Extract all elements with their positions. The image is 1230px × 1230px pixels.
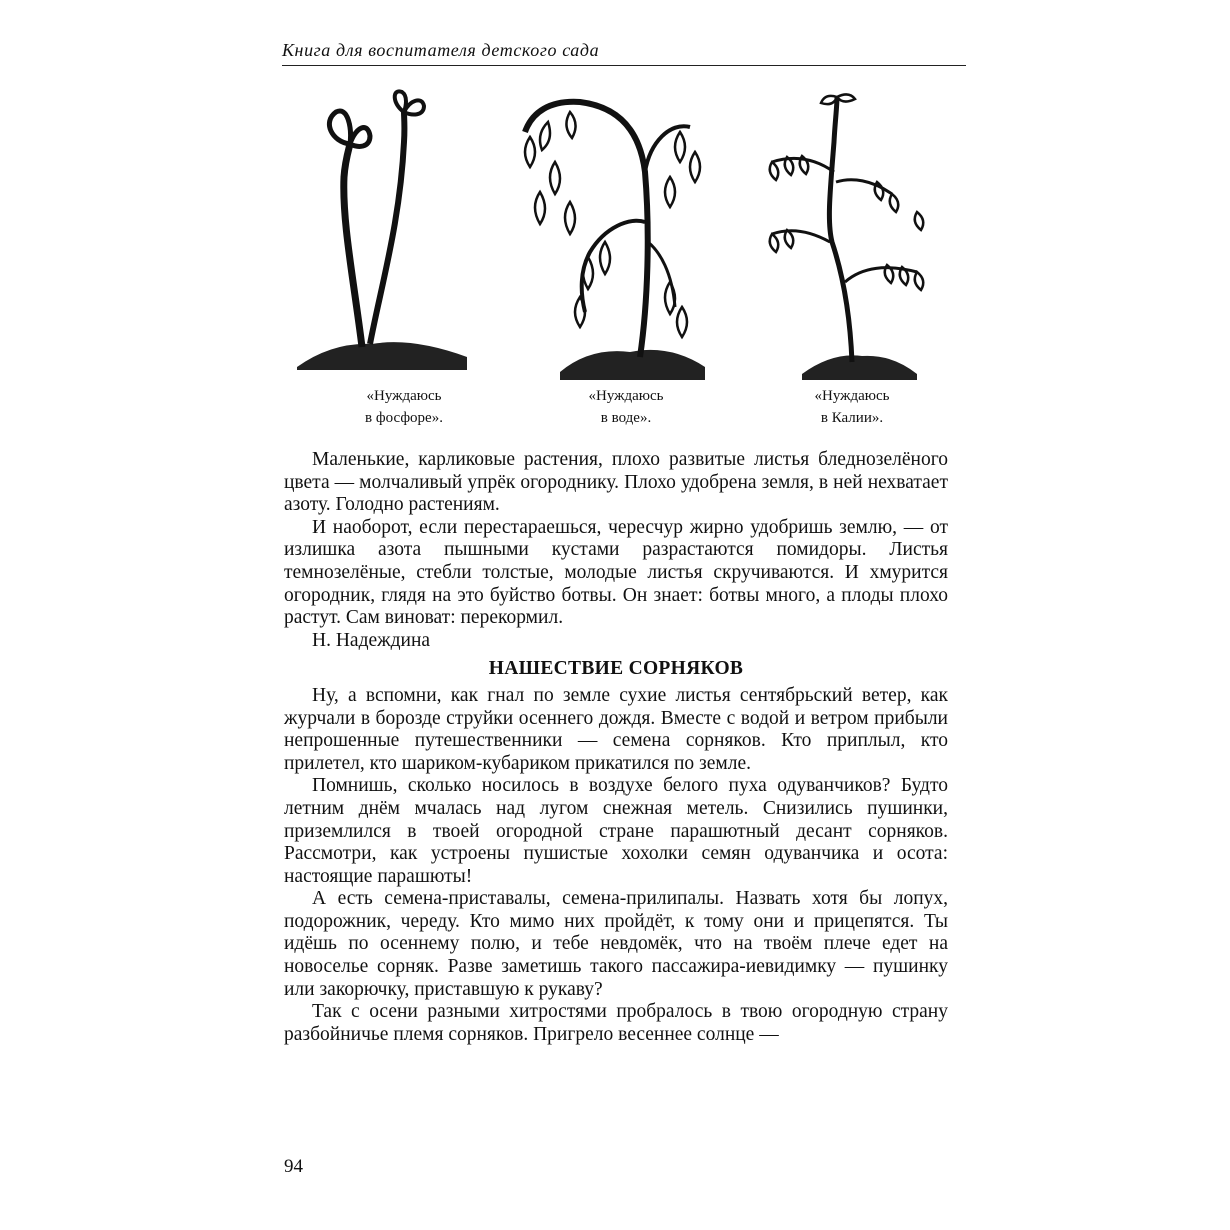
- running-title: Книга для воспитателя детского сада: [282, 40, 600, 60]
- paragraph: Маленькие, карликовые растения, плохо развитые листья бледнозелёного цвета — молчаливый упрёк огороднику. Плохо удобрена земля, в ней нехватает азоту. Голодно растениям.: [284, 449, 948, 516]
- author-signature: Н. Надеждина: [312, 629, 431, 651]
- figure-caption-potassium: [772, 385, 932, 429]
- caption-line: «Нуждаюсь: [366, 388, 442, 404]
- paragraph: А есть семена-приставалы, семена-прилипалы. Назвать хотя бы лопух, подорожник, череду. Кто мимо них пройдёт, к тому они и прицепятся. Ты идёшь по осеннему полю, и тебе невдомёк, что на твоём плече едет на новоселье сорняк. Разве заметишь такого пассажира-иевидимку — пушинку или закорючку, приставшую к рукаву?: [284, 888, 948, 1000]
- illustrations: [282, 82, 966, 382]
- figure-caption-phosphorus: [324, 385, 484, 429]
- paragraph: Так с осени разными хитростями пробралось в твою огородную страну разбойничье племя сорняков. Пригрело весеннее солнце —: [284, 1001, 948, 1045]
- header-rule: [282, 65, 966, 66]
- paragraph: Ну, а вспомни, как гнал по земле сухие листья сентябрьский ветер, как журчали в борозде струйки осеннего дождя. Вместе с водой и ветром прибыли непрошенные путешественники — семена сорняков. Кто приплыл, кто прилетел, кто шариком-кубариком прикатился по земле.: [284, 684, 948, 774]
- paragraph: Помнишь, сколько носилось в воздухе белого пуха одуванчиков? Будто летним днём мчалась над лугом снежная метель. Снизились пушинки, приземлился в твоей огородной стране парашютный десант сорняков. Рассмотри, как устроены пушистые хохолки семян одуванчика и осота: настоящие парашюты!: [284, 775, 948, 887]
- figure-caption-water: [546, 385, 706, 429]
- body-text: [284, 449, 948, 1046]
- plant-water-icon: [510, 82, 710, 382]
- plant-potassium-icon: [742, 82, 952, 382]
- paragraph: И наоборот, если перестараешься, чересчур жирно удобришь землю, — от излишка азота пышными кустами разрастаются помидоры. Листья темнозелёные, стебли толстые, молодые листья скручиваются. И хмурится огородник, глядя на это буйство ботвы. Он знает: ботвы много, а плоды плохо растут. Сам виноват: перекормил.: [284, 516, 948, 629]
- caption-line: в воде».: [600, 410, 652, 426]
- section-heading: НАШЕСТВИЕ СОРНЯКОВ: [488, 658, 744, 680]
- caption-line: «Нуждаюсь: [814, 388, 890, 404]
- caption-line: «Нуждаюсь: [588, 388, 664, 404]
- page-number: 94: [284, 1156, 303, 1177]
- caption-line: в Калии».: [820, 410, 884, 426]
- caption-line: в фосфоре».: [365, 410, 443, 426]
- plant-phosphorus-icon: [292, 82, 472, 372]
